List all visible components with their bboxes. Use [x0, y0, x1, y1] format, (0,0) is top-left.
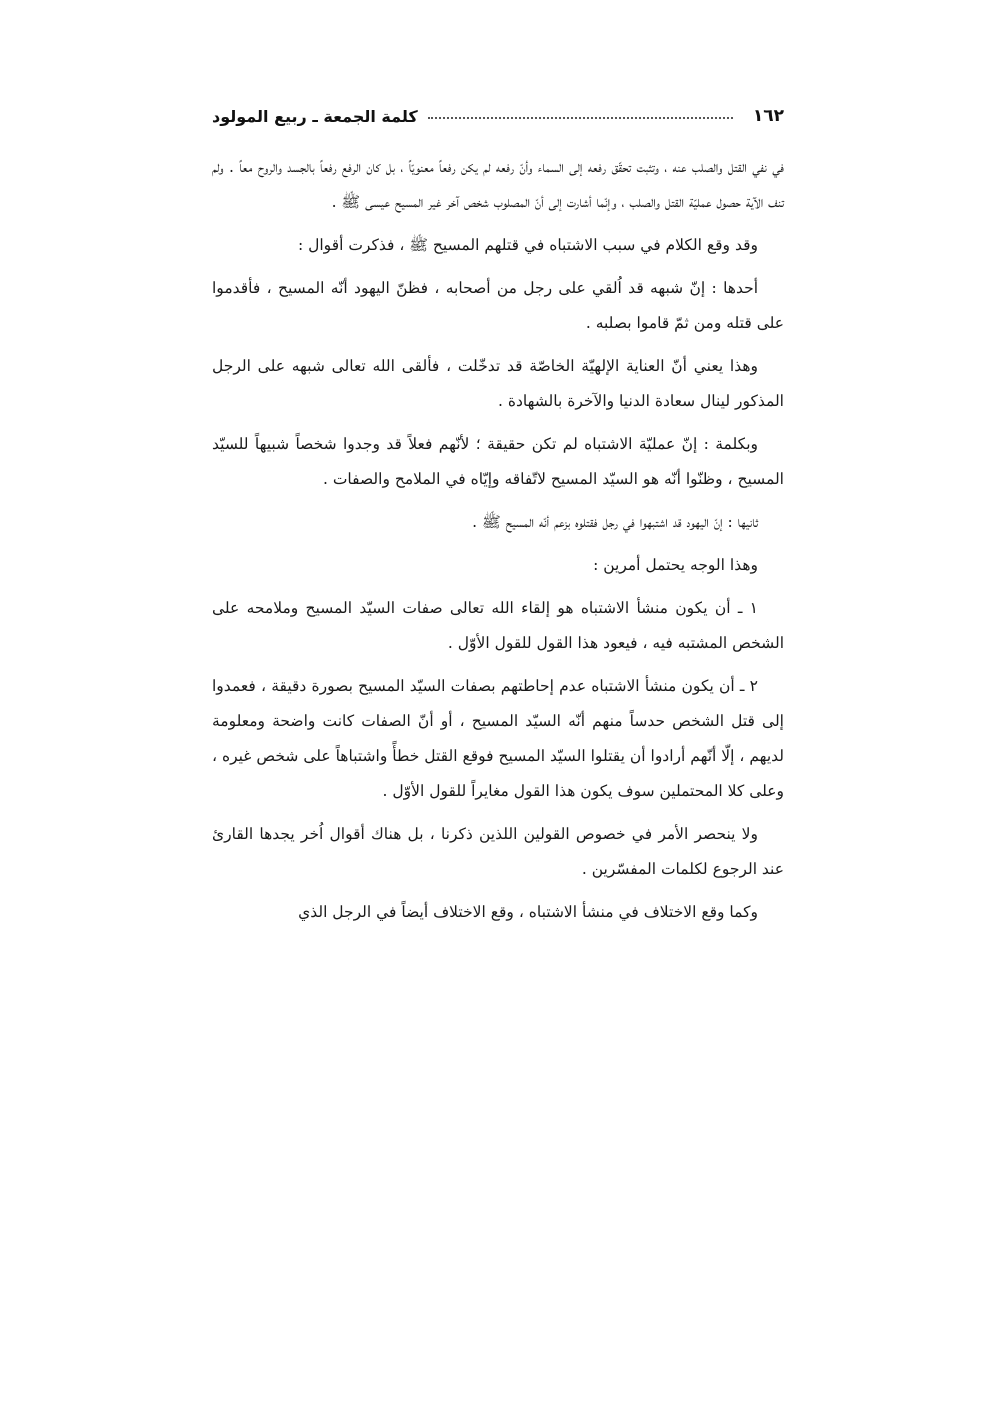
paragraph: في نفي القتل والصلب عنه ، وتثبت تحقّق رفعه إلى السماء وأنّ رفعه لم يكن رفعاً معنويّاً ، بل كان الرفع رفعاً بالجسد والروح معاً . ولم تنف الآية حصول عمليّة القتل والصلب ، وإنّما أشارت إلى أنّ المصلوب شخص آخر غير المسيح عيسى ﷺ . [212, 158, 784, 211]
paragraph: ٢ ـ أن يكون منشأ الاشتباه عدم إحاطتهم بصفات السيّد المسيح بصورة دقيقة ، فعمدوا إلى قتل الشخص حدساً منهم أنّه السيّد المسيح ، أو أنّ الصفات كانت واضحة ومعلومة لديهم ، إلّا أنّهم أرادوا أن يقتلوا السيّد المسيح فوقع القتل خطأً واشتباهاً على شخص غيره ، وعلى كلا المحتملين سوف يكون هذا القول مغايراً للقول الأوّل . [212, 677, 784, 800]
page-number: ١٦٢ [752, 106, 784, 126]
paragraph: ثانيها : إنّ اليهود قد اشتبهوا في رجل فقتلوه بزعم أنّه المسيح ﷺ . [472, 513, 758, 531]
body-text [212, 150, 784, 938]
paragraph: وبكلمة : إنّ عمليّة الاشتباه لم تكن حقيقة ؛ لأنّهم فعلاً قد وجدوا شخصاً شبيهاً للسيّد المسيح ، وظنّوا أنّه هو السيّد المسيح لاتّفاقه وإيّاه في الملامح والصفات . [212, 435, 784, 488]
paragraph: ١ ـ أن يكون منشأ الاشتباه هو إلقاء الله تعالى صفات السيّد المسيح وملامحه على الشخص المشتبه فيه ، فيعود هذا القول للقول الأوّل . [212, 599, 784, 652]
paragraph: وكما وقع الاختلاف في منشأ الاشتباه ، وقع الاختلاف أيضاً في الرجل الذي [298, 903, 758, 921]
paragraph: وقد وقع الكلام في سبب الاشتباه في قتلهم المسيح ﷺ ، فذكرت أقوال : [297, 236, 758, 254]
header-dotted-leader [428, 117, 733, 119]
paragraph: وهذا يعني أنّ العناية الإلهيّة الخاصّة قد تدخّلت ، فألقى الله تعالى شبهه على الرجل المذكور لينال سعادة الدنيا والآخرة بالشهادة . [212, 357, 784, 410]
paragraph: أحدها : إنّ شبهه قد اُلقي على رجل من أصحابه ، فظنّ اليهود أنّه المسيح ، فأقدموا على قتله ومن ثمّ قاموا بصلبه . [212, 279, 784, 332]
paragraph: ولا ينحصر الأمر في خصوص القولين اللذين ذكرنا ، بل هناك أقوال اُخر يجدها القارئ عند الرجوع لكلمات المفسّرين . [212, 825, 784, 878]
paragraph: وهذا الوجه يحتمل أمرين : [593, 556, 758, 574]
book-title: كلمة الجمعة ـ ربيع المولود [212, 106, 418, 126]
running-header [212, 100, 784, 132]
